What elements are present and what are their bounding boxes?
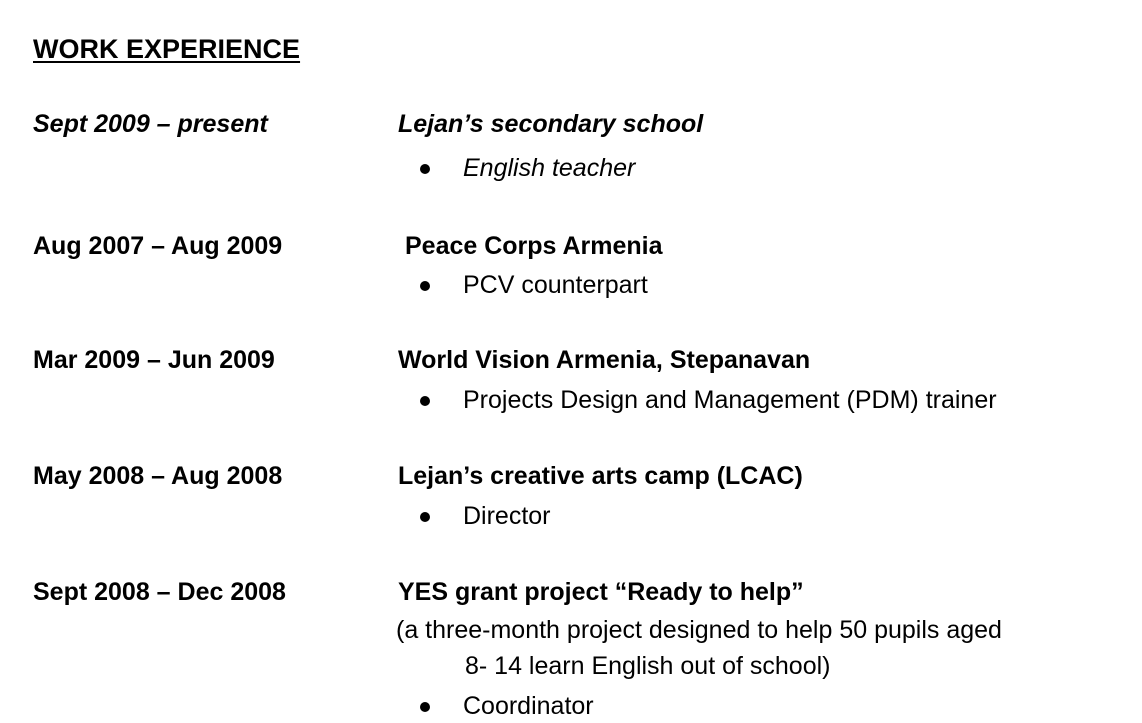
entry-role: English teacher [463,154,636,182]
section-heading: WORK EXPERIENCE [33,34,301,64]
bullet-icon [418,502,430,514]
entry-organization: Lejan’s creative arts camp (LCAC) [398,462,803,490]
entry-organization: World Vision Armenia, Stepanavan [398,346,811,374]
entry-role: Coordinator [463,692,594,720]
entry-role: Projects Design and Management (PDM) trainer [463,386,997,414]
entry-description-line: (a three-month project designed to help 50 pupils aged [396,616,1002,644]
entry-dates: May 2008 – Aug 2008 [33,462,283,490]
bullet-icon [418,386,430,398]
entry-organization: Lejan’s secondary school [398,110,704,138]
bullet-icon [418,692,430,704]
bullet-icon [418,271,430,283]
entry-role: Director [463,502,551,530]
entry-dates: Sept 2008 – Dec 2008 [33,578,286,606]
entry-organization: YES grant project “Ready to help” [398,578,804,606]
bullet-icon [418,154,430,166]
entry-dates: Aug 2007 – Aug 2009 [33,232,283,260]
entry-role: PCV counterpart [463,271,648,299]
entry-organization: Peace Corps Armenia [405,232,663,260]
entry-description-line: 8- 14 learn English out of school) [465,652,831,680]
entry-dates: Sept 2009 – present [33,110,268,138]
entry-dates: Mar 2009 – Jun 2009 [33,346,275,374]
